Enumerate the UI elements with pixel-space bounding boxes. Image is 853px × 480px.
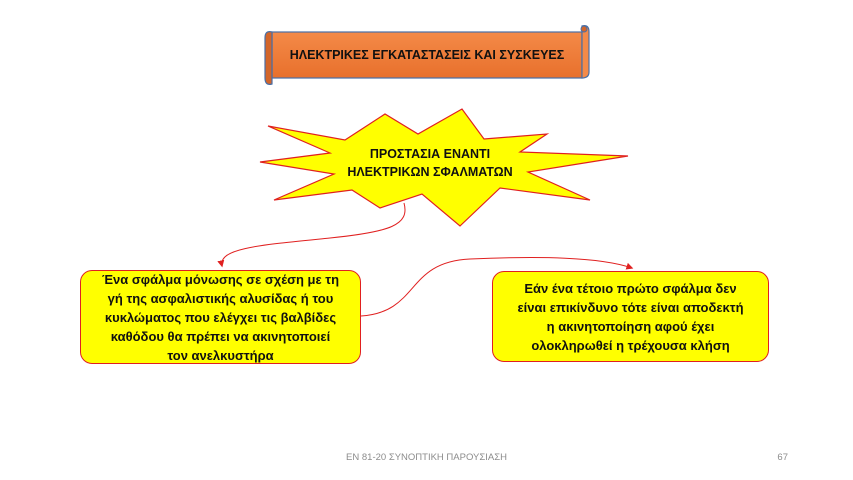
burst-title [330,139,530,187]
footer-text: ΕΝ 81-20 ΣΥΝΟΠΤΙΚΗ ΠΑΡΟΥΣΙΑΣΗ [346,452,507,463]
burst-title-line-1: ΠΡΟΣΤΑΣΙΑ ΕΝΑΝΤΙ [369,147,491,161]
left-box-line: καθόδου θα πρέπει να ακινητοποιεί [110,328,331,344]
scroll-left-roll [265,32,272,85]
burst-title-line-2: ΗΛΕΚΤΡΙΚΩΝ ΣΦΑΛΜΑΤΩΝ [347,165,513,179]
page-number: 67 [777,452,788,463]
connector-burst-to-left-box [222,203,405,266]
right-box-line: είναι επικίνδυνο τότε είναι αποδεκτή [517,299,744,315]
right-box-line: ολοκληρωθεί η τρέχουσα κλήση [531,337,730,353]
right-box-line: η ακινητοποίηση αφού έχει [546,318,715,334]
right-info-box [492,271,769,362]
left-info-box [80,270,361,364]
left-box-line: τον ανελκυστήρα [167,347,274,363]
left-box-line: Ένα σφάλμα μόνωσης σε σχέση με τη [101,271,340,287]
scroll-right-roll [582,26,589,78]
left-box-line: γή της ασφαλιστικής αλυσίδας ή του [107,290,334,306]
banner-title: ΗΛΕΚΤΡΙΚΕΣ ΕΓΚΑΤΑΣΤΑΣΕΙΣ ΚΑΙ ΣΥΣΚΕΥΕΣ [289,48,565,62]
right-box-line: Εάν ένα τέτοιο πρώτο σφάλμα δεν [524,280,737,296]
left-box-line: κυκλώματος που ελέγχει τις βαλβίδες [104,309,337,325]
